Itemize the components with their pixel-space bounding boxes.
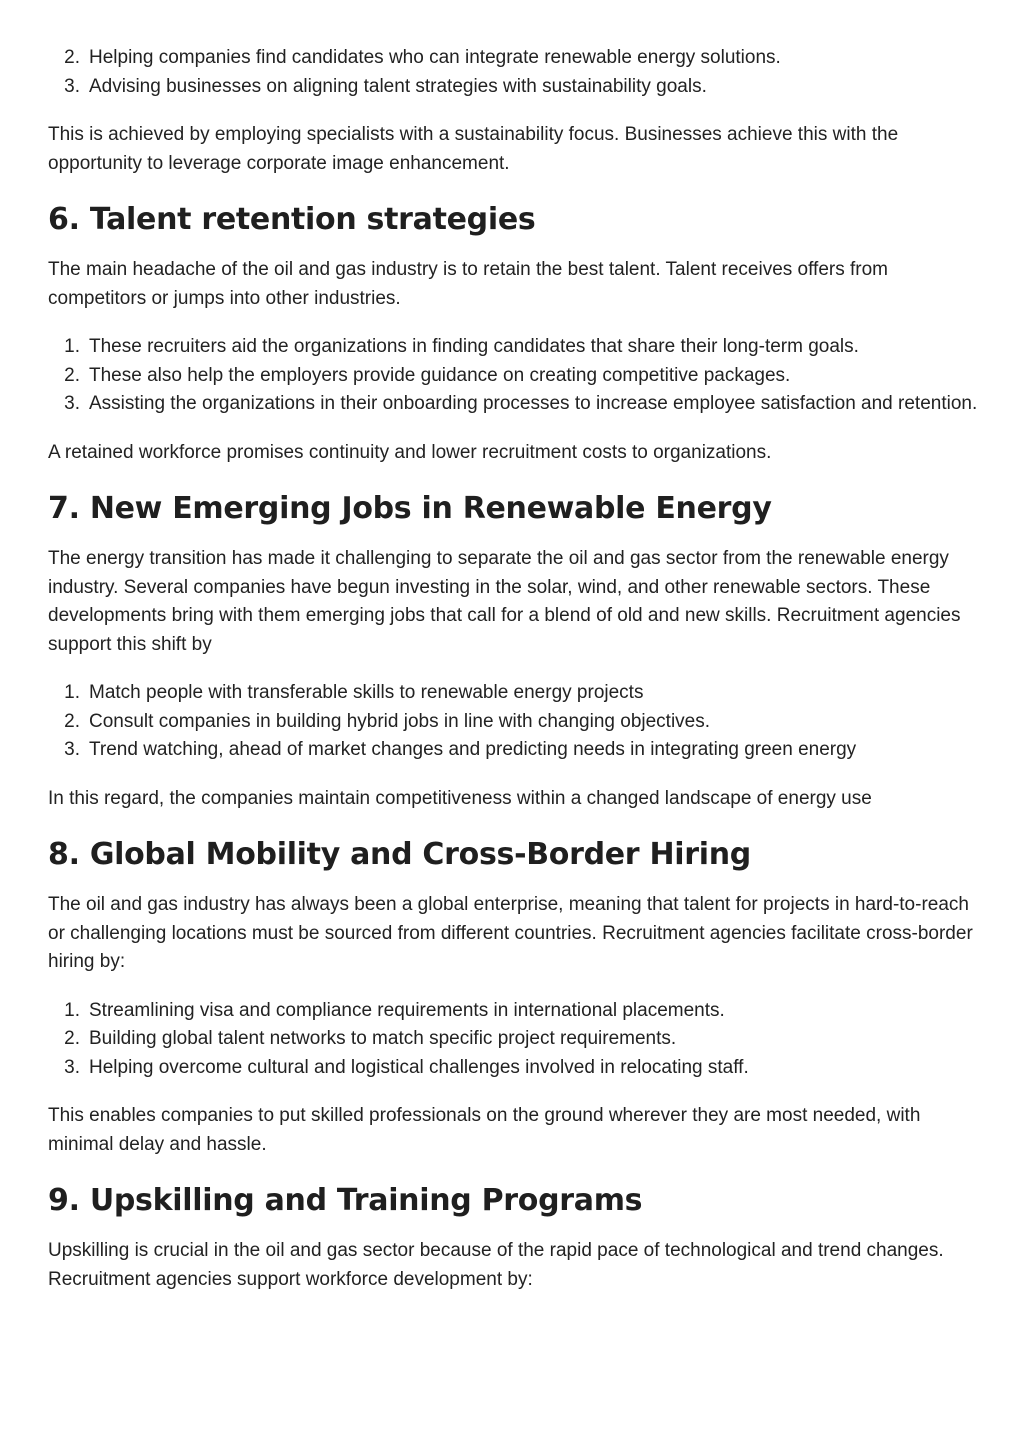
list-text: Building global talent networks to match specific project requirements.	[89, 1028, 677, 1049]
list-item	[48, 679, 978, 708]
intro-closing-paragraph: This is achieved by employing specialists with a sustainability focus. Businesses achieve this with the opportunity to leverage corporate image enhancement.	[48, 124, 899, 174]
list-item	[48, 73, 978, 102]
list-number: 2.	[64, 364, 80, 386]
section-9-paragraph: Upskilling is crucial in the oil and gas sector because of the rapid pace of technological and trend changes. Recruitment agencies support workforce development by:	[48, 1240, 944, 1290]
list-number: 1.	[64, 682, 80, 703]
list-text: Consult companies in building hybrid jobs in line with changing objectives.	[89, 710, 711, 732]
section-6-paragraph: The main headache of the oil and gas industry is to retain the best talent. Talent receives offers from competitors or jumps into other industries.	[48, 259, 888, 309]
list-number: 3.	[64, 1056, 80, 1078]
list-text: These also help the employers provide guidance on creating competitive packages.	[89, 364, 791, 386]
section-7-closing: In this regard, the companies maintain competitiveness within a changed landscape of energy use	[48, 787, 872, 809]
section-7-paragraph: The energy transition has made it challenging to separate the oil and gas sector from the renewable energy industry. Several companies have begun investing in the solar, wind, and other renewable sectors. These developments bring with them emerging jobs that call for a blend of old and new skills. Recruitment agencies support this shift by	[48, 548, 961, 655]
list-text: Helping companies find candidates who can integrate renewable energy solutions.	[89, 47, 781, 68]
section-7-list	[48, 679, 978, 765]
list-number: 1.	[64, 336, 80, 357]
section-8-heading: 8. Global Mobility and Cross-Border Hiring	[48, 837, 751, 872]
list-text: Advising businesses on aligning talent strategies with sustainability goals.	[89, 75, 707, 97]
section-9-heading: 9. Upskilling and Training Programs	[48, 1183, 643, 1218]
list-text: Assisting the organizations in their onboarding processes to increase employee satisfaction and retention.	[89, 393, 978, 414]
list-number: 3.	[64, 393, 80, 414]
section-8-paragraph: The oil and gas industry has always been a global enterprise, meaning that talent for projects in hard-to-reach or challenging locations must be sourced from different countries. Recruitment agencies facilitate cross-border hiring by:	[48, 894, 973, 972]
list-text: Match people with transferable skills to renewable energy projects	[89, 682, 644, 703]
list-number: 2.	[64, 47, 80, 68]
list-number: 3.	[64, 739, 80, 760]
list-text: Trend watching, ahead of market changes and predicting needs in integrating green energy	[89, 739, 857, 760]
list-item	[48, 44, 978, 73]
list-item	[48, 1054, 978, 1083]
list-item	[48, 390, 978, 419]
list-item	[48, 362, 978, 391]
section-8-closing: This enables companies to put skilled professionals on the ground wherever they are most needed, with minimal delay and hassle.	[48, 1105, 921, 1155]
list-text: Streamlining visa and compliance requirements in international placements.	[89, 999, 725, 1021]
list-number: 1.	[64, 999, 80, 1021]
section-6-heading: 6. Talent retention strategies	[48, 202, 536, 237]
list-text: These recruiters aid the organizations in finding candidates that share their long-term goals.	[89, 336, 859, 357]
list-item	[48, 333, 978, 362]
list-text: Helping overcome cultural and logistical challenges involved in relocating staff.	[89, 1056, 749, 1078]
list-item	[48, 997, 978, 1026]
section-6-list	[48, 333, 978, 419]
list-number: 2.	[64, 1028, 80, 1049]
list-number: 3.	[64, 75, 80, 97]
section-6-closing: A retained workforce promises continuity and lower recruitment costs to organizations.	[48, 441, 772, 463]
list-item	[48, 708, 978, 737]
intro-list	[48, 44, 978, 101]
list-item	[48, 736, 978, 765]
document-page	[48, 44, 978, 1294]
section-7-heading: 7. New Emerging Jobs in Renewable Energy	[48, 491, 772, 526]
list-number: 2.	[64, 710, 80, 732]
list-item	[48, 1025, 978, 1054]
section-8-list	[48, 997, 978, 1083]
